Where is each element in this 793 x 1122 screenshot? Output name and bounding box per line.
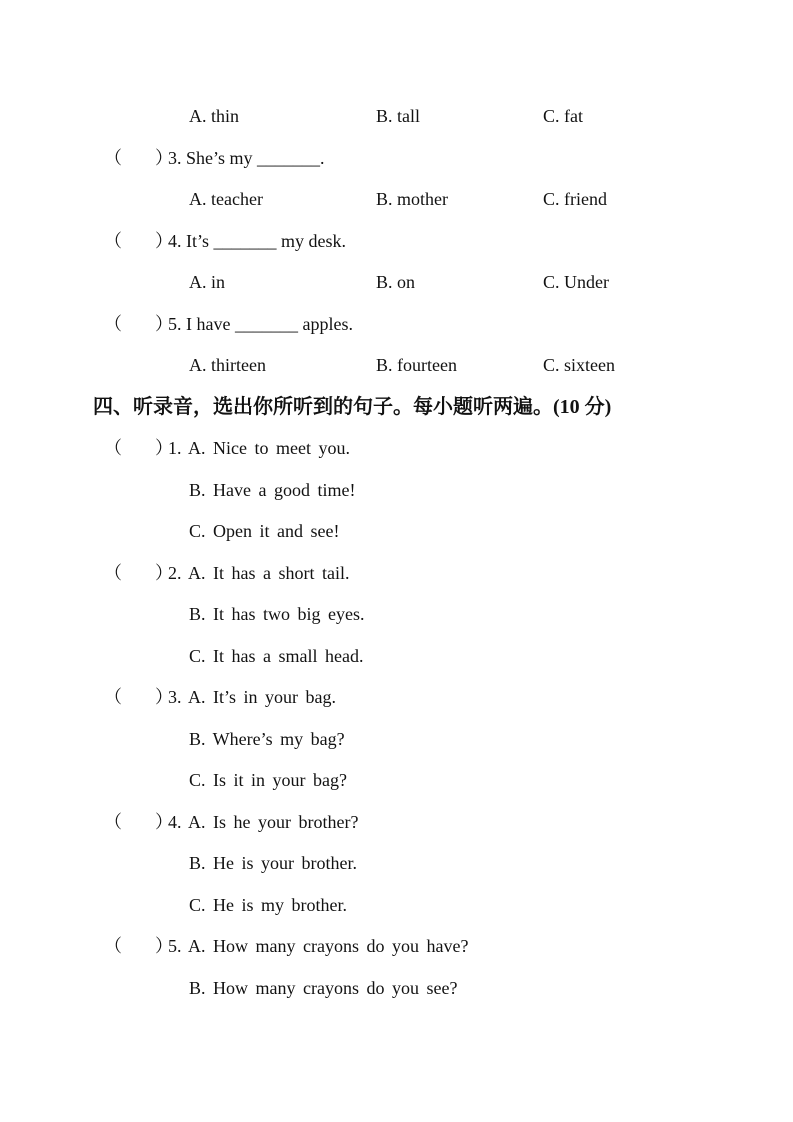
listening-option-b: B. He is your brother. — [189, 853, 357, 873]
listening-option-c: C. He is my brother. — [189, 894, 347, 915]
option-c: C. friend — [543, 189, 607, 209]
listening-option-row — [0, 594, 793, 636]
answer-bracket-close: ） — [155, 562, 173, 583]
listening-option-b: B. It has two big eyes. — [189, 604, 365, 624]
listening-option-row — [0, 511, 793, 553]
answer-bracket-open: （ — [104, 230, 122, 251]
listening-option-a: 4. A. Is he your brother? — [168, 811, 359, 832]
listening-option-row — [0, 760, 793, 802]
option-a: A. thin — [189, 106, 240, 126]
listening-option-a: 2. A. It has a short tail. — [168, 562, 350, 583]
section-four-heading: 四、听录音，选出你所听到的句子。每小题听两遍。(10 分) — [93, 395, 612, 418]
options-row — [0, 345, 793, 387]
option-c: C. fat — [543, 106, 583, 126]
listening-option-a: 3. A. It’s in your bag. — [168, 687, 336, 707]
answer-bracket-close: ） — [155, 687, 173, 707]
section-heading-row — [0, 387, 793, 429]
listening-question-row — [0, 553, 793, 595]
answer-bracket-open: （ — [104, 687, 122, 707]
listening-option-c: C. Is it in your bag? — [189, 770, 347, 790]
page-content — [0, 96, 793, 1009]
options-row — [0, 96, 793, 138]
option-b: B. mother — [376, 189, 448, 209]
listening-option-row — [0, 968, 793, 1010]
answer-bracket-open: （ — [104, 936, 122, 956]
listening-option-c: C. Open it and see! — [189, 521, 340, 541]
question-row — [0, 221, 793, 263]
option-c: C. Under — [543, 272, 609, 292]
question-row — [0, 304, 793, 346]
answer-bracket-close: ） — [155, 313, 173, 334]
listening-option-a: 1. A. Nice to meet you. — [168, 438, 350, 458]
option-a: A. in — [189, 272, 225, 292]
answer-bracket-close: ） — [155, 147, 173, 168]
answer-bracket-open: （ — [104, 811, 122, 832]
answer-bracket-close: ） — [155, 438, 173, 458]
listening-option-row — [0, 719, 793, 761]
option-a: A. thirteen — [189, 355, 266, 375]
listening-question-row — [0, 677, 793, 719]
answer-bracket-open: （ — [104, 562, 122, 583]
option-a: A. teacher — [189, 189, 263, 209]
listening-option-b: B. How many crayons do you see? — [189, 977, 458, 998]
listening-option-row — [0, 885, 793, 927]
listening-option-row — [0, 636, 793, 678]
listening-option-b: B. Where’s my bag? — [189, 728, 345, 749]
listening-option-a: 5. A. How many crayons do you have? — [168, 936, 469, 956]
listening-option-c: C. It has a small head. — [189, 645, 364, 666]
question-prompt: 4. It’s _______ my desk. — [168, 230, 346, 251]
answer-bracket-open: （ — [104, 313, 122, 334]
options-row — [0, 262, 793, 304]
answer-bracket-close: ） — [155, 811, 173, 832]
listening-question-row — [0, 926, 793, 968]
question-prompt: 5. I have _______ apples. — [168, 313, 353, 334]
answer-bracket-close: ） — [155, 230, 173, 251]
listening-option-row — [0, 470, 793, 512]
listening-question-row — [0, 802, 793, 844]
option-b: B. on — [376, 272, 416, 292]
question-prompt: 3. She’s my _______. — [168, 147, 325, 168]
options-row — [0, 179, 793, 221]
answer-bracket-close: ） — [155, 936, 173, 956]
answer-bracket-open: （ — [104, 147, 122, 168]
listening-question-row — [0, 428, 793, 470]
answer-bracket-open: （ — [104, 438, 122, 458]
listening-option-row — [0, 843, 793, 885]
option-b: B. fourteen — [376, 355, 457, 375]
question-row — [0, 138, 793, 180]
option-c: C. sixteen — [543, 355, 615, 375]
listening-option-b: B. Have a good time! — [189, 479, 356, 500]
option-b: B. tall — [376, 106, 420, 126]
